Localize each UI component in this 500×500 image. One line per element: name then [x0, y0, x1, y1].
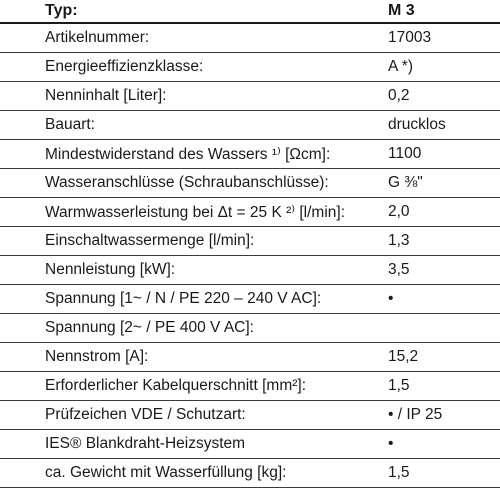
row-value: A *) [388, 58, 413, 75]
row-value: 2,0 [388, 203, 410, 220]
table-row [0, 256, 500, 285]
row-value: • [388, 435, 394, 452]
row-label: Artikelnummer: [45, 29, 150, 46]
row-label: Nennstrom [A]: [45, 348, 149, 365]
table-row [0, 401, 500, 430]
row-label: Spannung [2~ / PE 400 V AC]: [45, 319, 254, 336]
header-label: Typ: [45, 2, 78, 19]
table-row [0, 314, 500, 343]
table-row [0, 53, 500, 82]
row-label: IES® Blankdraht-Heizsystem [45, 435, 246, 452]
row-value: 15,2 [388, 348, 419, 365]
row-value: 3,5 [388, 261, 410, 278]
row-value: G ⅜" [388, 174, 423, 191]
table-row [0, 285, 500, 314]
row-label: Energieeffizienzklasse: [45, 58, 204, 75]
row-value: • / IP 25 [388, 406, 443, 423]
row-label: Prüfzeichen VDE / Schutzart: [45, 406, 246, 423]
table-row [0, 24, 500, 53]
table-row [0, 459, 500, 488]
table-row [0, 169, 500, 198]
row-label: Erforderlicher Kabelquerschnitt [mm²]: [45, 377, 307, 394]
table-row [0, 140, 500, 169]
table-row [0, 343, 500, 372]
row-label: Spannung [1~ / N / PE 220 – 240 V AC]: [45, 290, 322, 307]
row-value: drucklos [388, 116, 446, 133]
row-label: Nenninhalt [Liter]: [45, 87, 167, 104]
row-label: Nennleistung [kW]: [45, 261, 176, 278]
header-value: M 3 [388, 2, 415, 19]
row-label: Bauart: [45, 116, 95, 133]
row-value: 17003 [388, 29, 432, 46]
table-row [0, 372, 500, 401]
table-row [0, 82, 500, 111]
row-value: 1,5 [388, 464, 410, 481]
row-label: Wasseranschlüsse (Schraubanschlüsse): [45, 174, 329, 191]
row-value: • [388, 290, 394, 307]
table-row [0, 111, 500, 140]
row-label: Warmwasserleistung bei Δt = 25 K ²⁾ [l/min]: [45, 203, 346, 221]
row-value: 0,2 [388, 87, 410, 104]
row-value: 1,5 [388, 377, 410, 394]
row-value: 1100 [388, 145, 422, 162]
row-value: 1,3 [388, 232, 410, 249]
table-row [0, 198, 500, 227]
table-header [0, 0, 500, 24]
table-row [0, 227, 500, 256]
row-label: Einschaltwassermenge [l/min]: [45, 232, 255, 249]
row-label: ca. Gewicht mit Wasserfüllung [kg]: [45, 464, 287, 481]
table-row [0, 430, 500, 459]
row-label: Mindestwiderstand des Wassers ¹⁾ [Ωcm]: [45, 145, 331, 163]
row-value [388, 314, 498, 342]
